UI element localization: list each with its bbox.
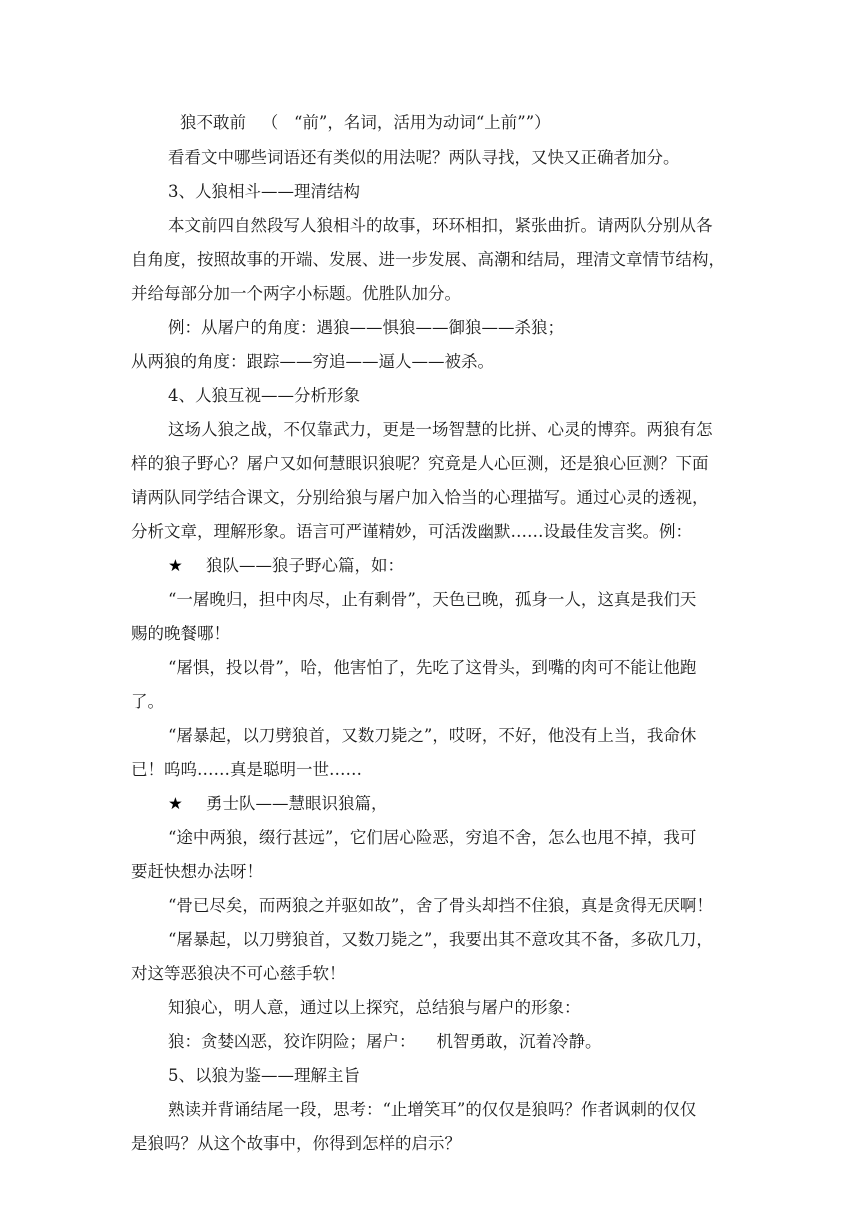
text-line-20: 已！呜呜……真是聪明一世……: [131, 760, 362, 779]
text-line-15: “一屠晚归，担中肉尽，止有剩骨”，天色已晚，孤身一人，这真是我们天: [168, 590, 697, 609]
text-line-4: 本文前四自然段写人狼相斗的故事，环环相扣，紧张曲折。请两队分别从各: [168, 216, 713, 235]
section-heading-3: 3、人狼相斗——理清结构: [168, 182, 360, 201]
text-line-12: 请两队同学结合课文，分别给狼与屠户加入恰当的心理描写。通过心灵的透视，: [131, 488, 709, 507]
text-line-23: “途中两狼，缀行甚远”，它们居心险恶，穷追不舍，怎么也甩不掉，我可: [168, 828, 697, 847]
text-line-5: 自角度，按照故事的开端、发展、进一步发展、高潮和结局，理清文章情节结构，: [131, 250, 725, 269]
text-line-26: “屠暴起，以刀劈狼首，又数刀毙之”，我要出其不意攻其不备，多砍几刀，: [168, 930, 713, 949]
text-line-11: 样的狼子野心？屠户又如何慧眼识狼呢？究竟是人心叵测，还是狼心叵测？下面: [131, 454, 709, 473]
text-line-10: 这场人狼之战，不仅靠武力，更是一场智慧的比拼、心灵的博弈。两狼有怎: [168, 420, 713, 439]
text-line-18: 了。: [131, 692, 164, 711]
star-icon: ★: [168, 794, 183, 813]
text-line-29: 狼：贪婪凶恶，狡诈阴险；屠户： 机智勇敢，沉着冷静。: [168, 1032, 602, 1051]
text-line-19: “屠暴起，以刀劈狼首，又数刀毙之”，哎呀，不好，他没有上当，我命休: [168, 726, 697, 745]
text-line-14: 狼队——狼子野心篇，如：: [206, 556, 404, 575]
text-line-1: 狼不敢前 （ “前”，名词，活用为动词“上前””）: [180, 113, 551, 132]
text-line-2: 看看文中哪些词语还有类似的用法呢？两队寻找，又快又正确者加分。: [168, 148, 680, 167]
text-line-13: 分析文章，理解形象。语言可严谨精妙，可活泼幽默……设最佳发言奖。例：: [131, 522, 692, 541]
text-line-7: 例：从屠户的角度：遇狼——惧狼——御狼——杀狼；: [168, 318, 564, 337]
text-line-24: 要赶快想办法呀！: [131, 862, 263, 881]
text-line-32: 是狼吗？从这个故事中，你得到怎样的启示？: [131, 1134, 461, 1153]
text-line-22: 勇士队——慧眼识狼篇，: [206, 794, 388, 813]
section-heading-5: 5、以狼为鉴——理解主旨: [168, 1066, 360, 1085]
text-line-16: 赐的晚餐哪！: [131, 624, 230, 643]
section-heading-4: 4、人狼互视——分析形象: [168, 386, 360, 405]
text-line-28: 知狼心，明人意，通过以上探究，总结狼与屠户的形象：: [168, 998, 581, 1017]
text-line-17: “屠惧，投以骨”，哈，他害怕了，先吃了这骨头，到嘴的肉可不能让他跑: [168, 658, 697, 677]
text-line-8: 从两狼的角度：跟踪——穷追——逼人——被杀。: [131, 352, 494, 371]
star-icon: ★: [168, 556, 183, 575]
text-line-6: 并给每部分加一个两字小标题。优胜队加分。: [131, 284, 461, 303]
text-line-27: 对这等恶狼决不可心慈手软！: [131, 964, 346, 983]
text-line-31: 熟读并背诵结尾一段，思考：“止增笑耳”的仅仅是狼吗？作者讽刺的仅仅: [168, 1100, 697, 1119]
text-line-25: “骨已尽矣，而两狼之并驱如故”，舍了骨头却挡不住狼，真是贪得无厌啊！: [168, 896, 713, 915]
